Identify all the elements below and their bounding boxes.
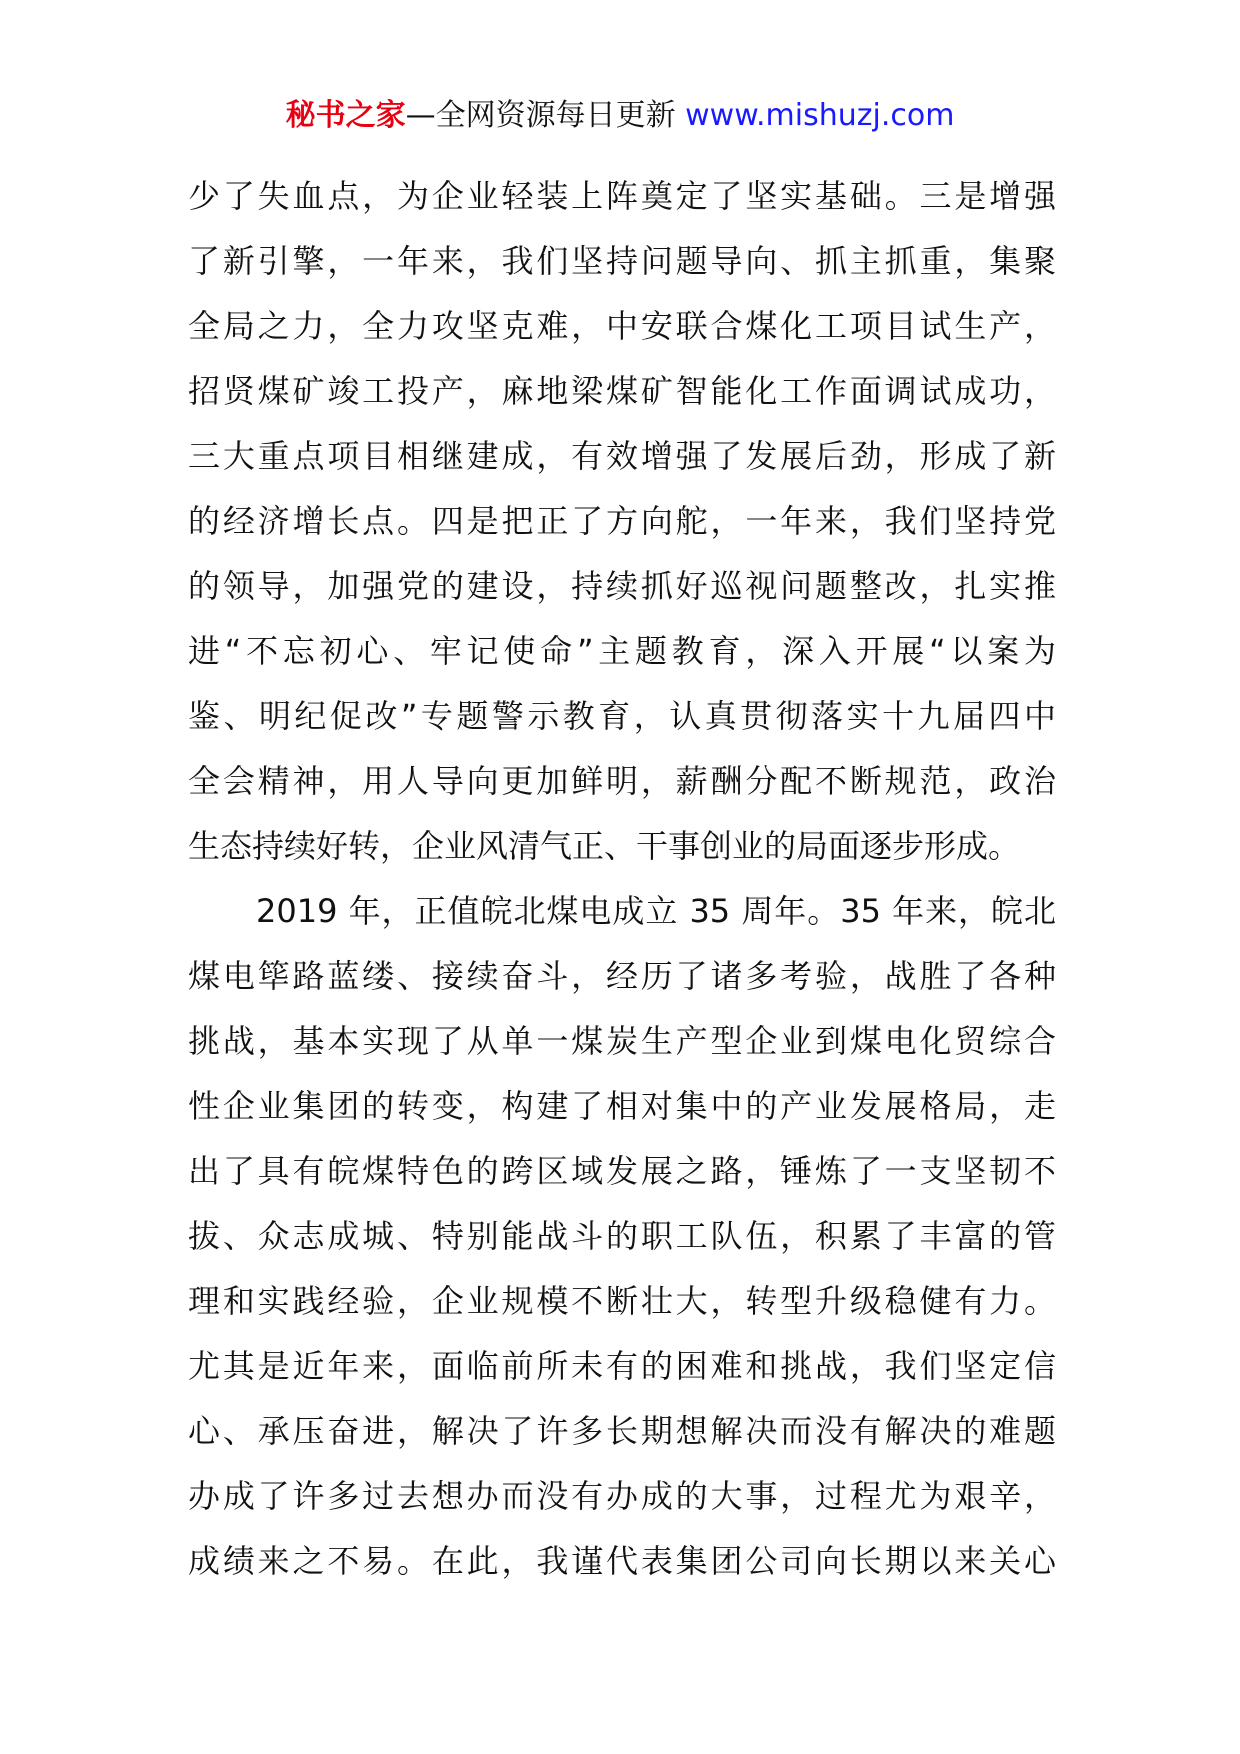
text-line: 挑战，基本实现了从单一煤炭生产型企业到煤电化贸综合: [188, 1022, 1056, 1060]
document-body: [188, 164, 1056, 1594]
paragraph-start-line: 2019 年，正值皖北煤电成立 35 周年。35 年来，皖北: [256, 892, 1056, 930]
text-line: 三大重点项目相继建成，有效增强了发展后劲，形成了新: [188, 437, 1056, 475]
text-line: 的领导，加强党的建设，持续抓好巡视问题整改，扎实推: [188, 567, 1056, 605]
text-line: 成绩来之不易。在此，我谨代表集团公司向长期以来关心: [188, 1542, 1056, 1580]
text-line: 出了具有皖煤特色的跨区域发展之路，锤炼了一支坚韧不: [188, 1152, 1056, 1190]
text-line: 拔、众志成城、特别能战斗的职工队伍，积累了丰富的管: [188, 1217, 1056, 1255]
text-line: 少了失血点，为企业轻装上阵奠定了坚实基础。三是增强: [188, 177, 1056, 215]
text-line: 理和实践经验，企业规模不断壮大，转型升级稳健有力。: [188, 1282, 1056, 1320]
text-line: 了新引擎，一年来，我们坚持问题导向、抓主抓重，集聚: [188, 242, 1056, 280]
text-line: 尤其是近年来，面临前所未有的困难和挑战，我们坚定信: [188, 1347, 1056, 1385]
text-line: 性企业集团的转变，构建了相对集中的产业发展格局，走: [188, 1087, 1056, 1125]
brand-name: 秘书之家: [285, 98, 406, 133]
text-line: 的经济增长点。四是把正了方向舵，一年来，我们坚持党: [188, 502, 1056, 540]
text-line: 招贤煤矿竣工投产，麻地梁煤矿智能化工作面调试成功，: [188, 372, 1056, 410]
text-line: 鉴、明纪促改”专题警示教育，认真贯彻落实十九届四中: [188, 697, 1056, 735]
text-line: 心、承压奋进，解决了许多长期想解决而没有解决的难题: [188, 1412, 1056, 1450]
site-header: [0, 96, 1240, 136]
text-line: 办成了许多过去想办而没有办成的大事，过程尤为艰辛，: [188, 1477, 1056, 1515]
text-line: 进“不忘初心、牢记使命”主题教育，深入开展“以案为: [188, 632, 1056, 670]
text-line: 煤电筚路蓝缕、接续奋斗，经历了诸多考验，战胜了各种: [188, 957, 1056, 995]
header-tagline: —全网资源每日更新: [405, 98, 676, 133]
text-line: 全会精神，用人导向更加鲜明，薪酬分配不断规范，政治: [188, 762, 1056, 800]
text-line: 生态持续好转，企业风清气正、干事创业的局面逐步形成。: [188, 827, 1021, 865]
text-line: 全局之力，全力攻坚克难，中安联合煤化工项目试生产，: [188, 307, 1056, 345]
site-url-link[interactable]: www.mishuzj.com: [685, 98, 955, 133]
